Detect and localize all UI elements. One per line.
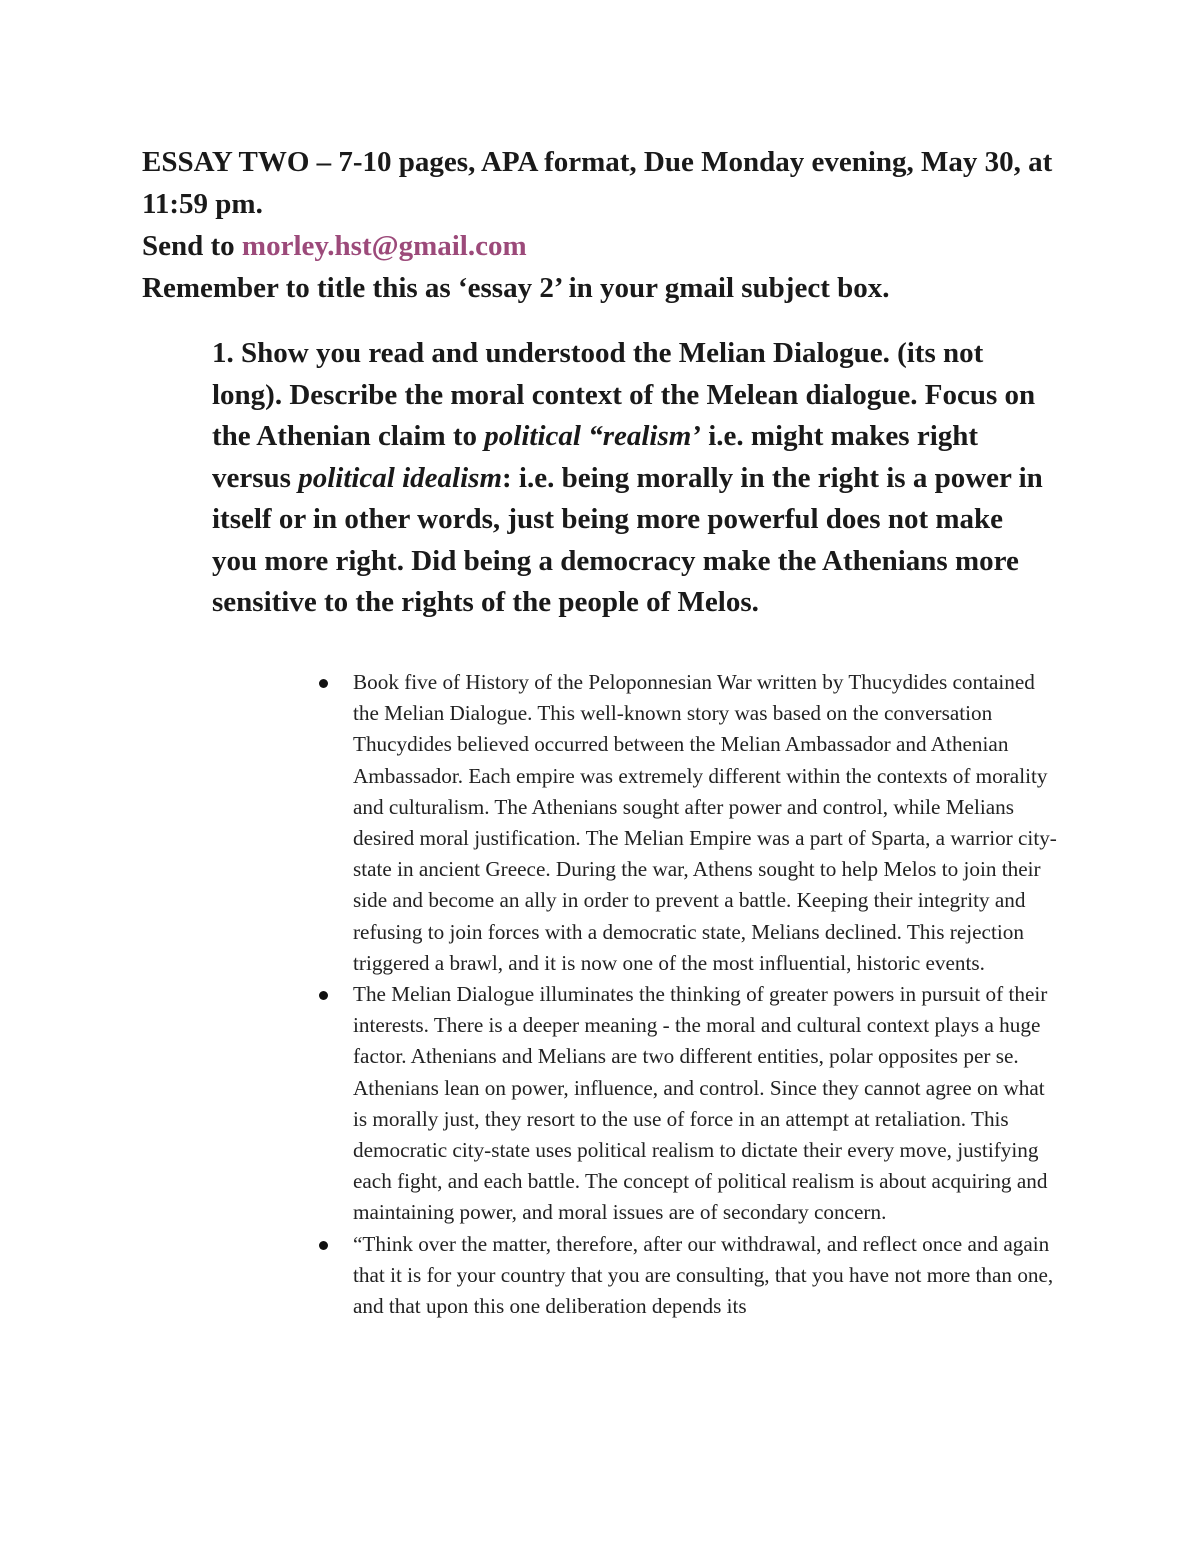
- list-item: [353, 979, 1063, 1229]
- question-text-part2: i.e. might makes right versus: [212, 420, 979, 494]
- assignment-header: [142, 141, 1062, 309]
- question-text-part3: : i.e. being morally in the right is a power in itself or in other words, just being more powerful does not make you more right. Did being a democracy make the Athenians more sensitive to the rights of the people of Melos.: [212, 461, 1043, 618]
- question-emphasis-realism: political “realism’: [484, 420, 701, 452]
- list-item-text: Book five of History of the Peloponnesian War written by Thucydides contained the Melian Dialogue. This well-known story was based on the conversation Thucydides believed occurred between the Melian Ambassador and Athenian Ambassador. Each empire was extremely different within the contexts of morality and culturalism. The Athenians sought after power and control, while Melians desired moral justification. The Melian Empire was a part of Sparta, a warrior city-state in ancient Greece. During the war, Athens sought to help Melos to join their side and become an ally in order to prevent a battle. Keeping their integrity and refusing to join forces with a democratic state, Melians declined. This rejection triggered a brawl, and it is now one of the most influential, historic events.: [353, 670, 1057, 975]
- email-link[interactable]: morley.hst@gmail.com: [241, 230, 527, 262]
- essay-question: [212, 333, 1052, 624]
- answer-bullet-list: [353, 667, 1063, 1322]
- bullet-icon: [319, 991, 328, 1000]
- list-item-text: “Think over the matter, therefore, after our withdrawal, and reflect once and again that it is for your country that you are consulting, that you have not more than one, and that upon this one deliberation depends its: [353, 1231, 1054, 1319]
- list-item: [353, 667, 1063, 979]
- send-to-line: [142, 225, 1062, 267]
- question-text-part1: 1. Show you read and understood the Melian Dialogue. (its not long). Describe the moral context of the Melean dialogue. Focus on the Athenian claim to: [212, 337, 1036, 452]
- subject-reminder: Remember to title this as ‘essay 2’ in your gmail subject box.: [142, 272, 890, 304]
- send-to-label: Send to: [142, 230, 242, 262]
- question-emphasis-idealism: political idealism: [298, 461, 502, 494]
- bullet-icon: [319, 679, 328, 688]
- bullet-icon: [319, 1241, 328, 1250]
- list-item-text: The Melian Dialogue illuminates the thinking of greater powers in pursuit of their interests. There is a deeper meaning - the moral and cultural context plays a huge factor. Athenians and Melians are two different entities, polar opposites per se. Athenians lean on power, influence, and control. Since they cannot agree on what is morally just, they resort to the use of force in an attempt at retaliation. This democratic city-state uses political realism to dictate their every move, justifying each fight, and each battle. The concept of political realism is about acquiring and maintaining power, and moral issues are of secondary concern.: [353, 982, 1048, 1225]
- assignment-title: ESSAY TWO – 7-10 pages, APA format, Due Monday evening, May 30, at 11:59 pm.: [142, 146, 1053, 220]
- list-item: [353, 1229, 1063, 1323]
